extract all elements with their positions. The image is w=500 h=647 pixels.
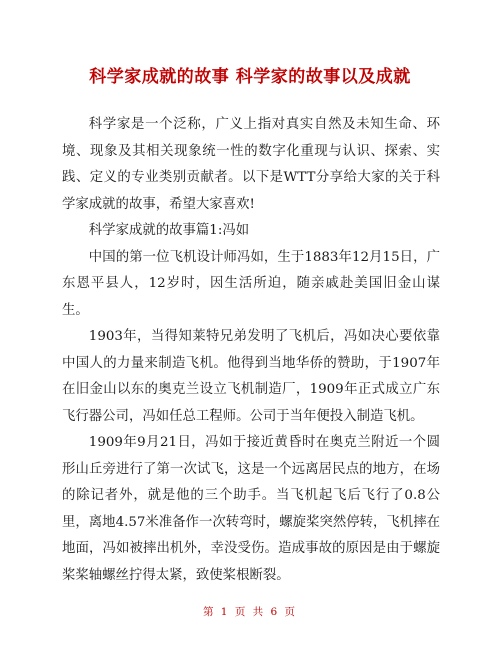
body-paragraph: 中国的第一位飞机设计师冯如，生于1883年12月15日，广东恩平县人，12岁时，因生活所迫，随亲戚赴美国旧金山谋生。 <box>62 249 440 318</box>
body-paragraph: 1909年9月21日，冯如于接近黄昏时在奥克兰附近一个圆形山丘旁进行了第一次试飞，这是一个远离居民点的地方，在场的除记者外，就是他的三个助手。当飞机起飞后飞行了0.8公里，离地4.57米准备作一次转弯时，螺旋桨突然停转，飞机摔在地面，冯如被摔出机外，幸没受伤。造成事故的原因是由于螺旋桨桨轴螺丝拧得太紧，致使桨根断裂。 <box>62 435 440 583</box>
page-footer: 第 1 页 共 6 页 <box>202 606 298 618</box>
document-title: 科学家成就的故事 科学家的故事以及成就 <box>89 67 411 87</box>
body-paragraph: 1903年，当得知莱特兄弟发明了飞机后，冯如决心要依靠中国人的力量来制造飞机。他得到当地华侨的赞助，于1907年在旧金山以东的奥克兰设立飞机制造厂，1909年正式成立广东飞行器公司，冯如任总工程师。公司于当年便投入制造飞机。 <box>62 329 440 424</box>
intro-paragraph: 科学家是一个泛称，广义上指对真实自然及未知生命、环境、现象及其相关现象统一性的数字化重现与认识、探索、实践、定义的专业类别贡献者。以下是WTT分享给大家的关于科学家成就的故事，希望大家喜欢! <box>62 117 440 212</box>
section-heading: 科学家成就的故事篇1:冯如 <box>88 223 250 238</box>
document-body <box>62 112 440 589</box>
